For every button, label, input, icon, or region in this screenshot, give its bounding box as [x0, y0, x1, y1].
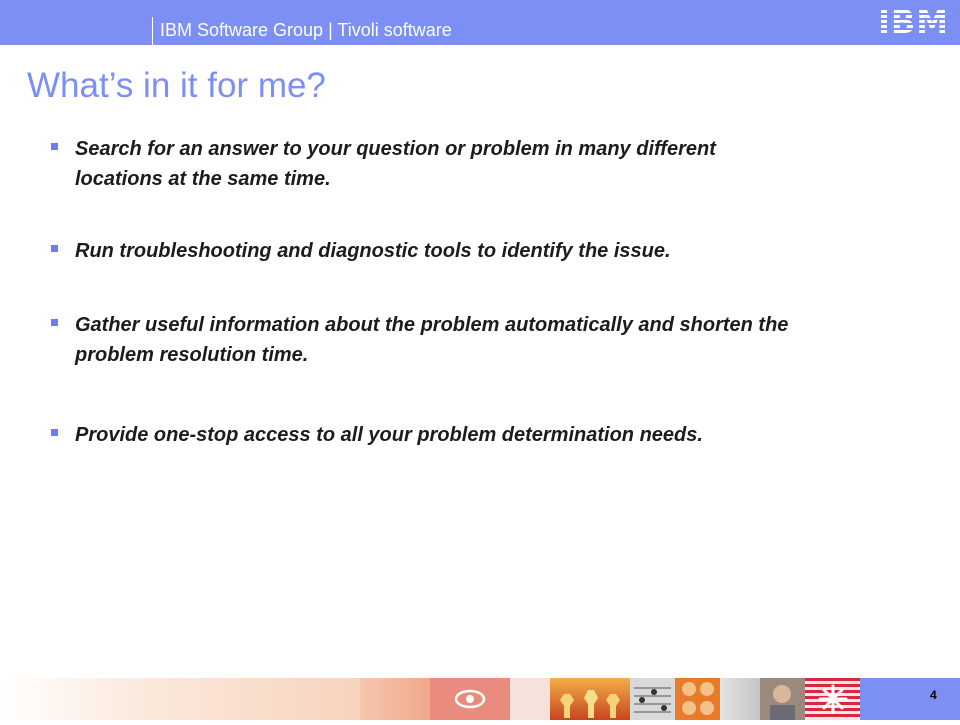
bullet-text: Search for an answer to your question or problem in many different locations at the same time.	[75, 138, 716, 190]
footer-gradient-tile	[0, 678, 360, 720]
bullet-square-icon	[51, 319, 58, 326]
star-burst-icon	[805, 678, 860, 720]
bullet-text: Run troubleshooting and diagnostic tools to identify the issue.	[75, 240, 671, 262]
eye-icon	[430, 678, 510, 720]
footer-gray-tile	[720, 678, 760, 720]
footer	[0, 678, 960, 720]
music-notes-icon	[630, 678, 675, 720]
bullet-square-icon	[51, 429, 58, 436]
bullet-text: Provide one-stop access to all your problem determination needs.	[75, 424, 703, 446]
footer-dots-tile	[675, 678, 720, 720]
bullet-square-icon	[51, 143, 58, 150]
footer-notes-tile	[630, 678, 675, 720]
page-number: 4	[930, 688, 937, 702]
footer-person-tile	[760, 678, 805, 720]
footer-chess-tile	[550, 678, 630, 720]
footer-light-tile	[510, 678, 550, 720]
footer-abstract-tile	[360, 678, 430, 720]
footer-star-tile	[805, 678, 860, 720]
page-title: What’s in it for me?	[27, 66, 326, 105]
footer-image-strip	[0, 678, 960, 720]
footer-eye-tile	[430, 678, 510, 720]
bullet-square-icon	[51, 245, 58, 252]
bullet-text: Gather useful information about the problem automatically and shorten the problem resolution time.	[75, 314, 789, 366]
chess-pieces-icon	[550, 678, 630, 720]
footer-blue-tile	[860, 678, 960, 720]
dots-icon	[675, 678, 720, 720]
ibm-logo-text: IBM	[878, 3, 950, 41]
header-group-text: IBM Software Group | Tivoli software	[160, 20, 452, 40]
person-photo-icon	[760, 678, 805, 720]
